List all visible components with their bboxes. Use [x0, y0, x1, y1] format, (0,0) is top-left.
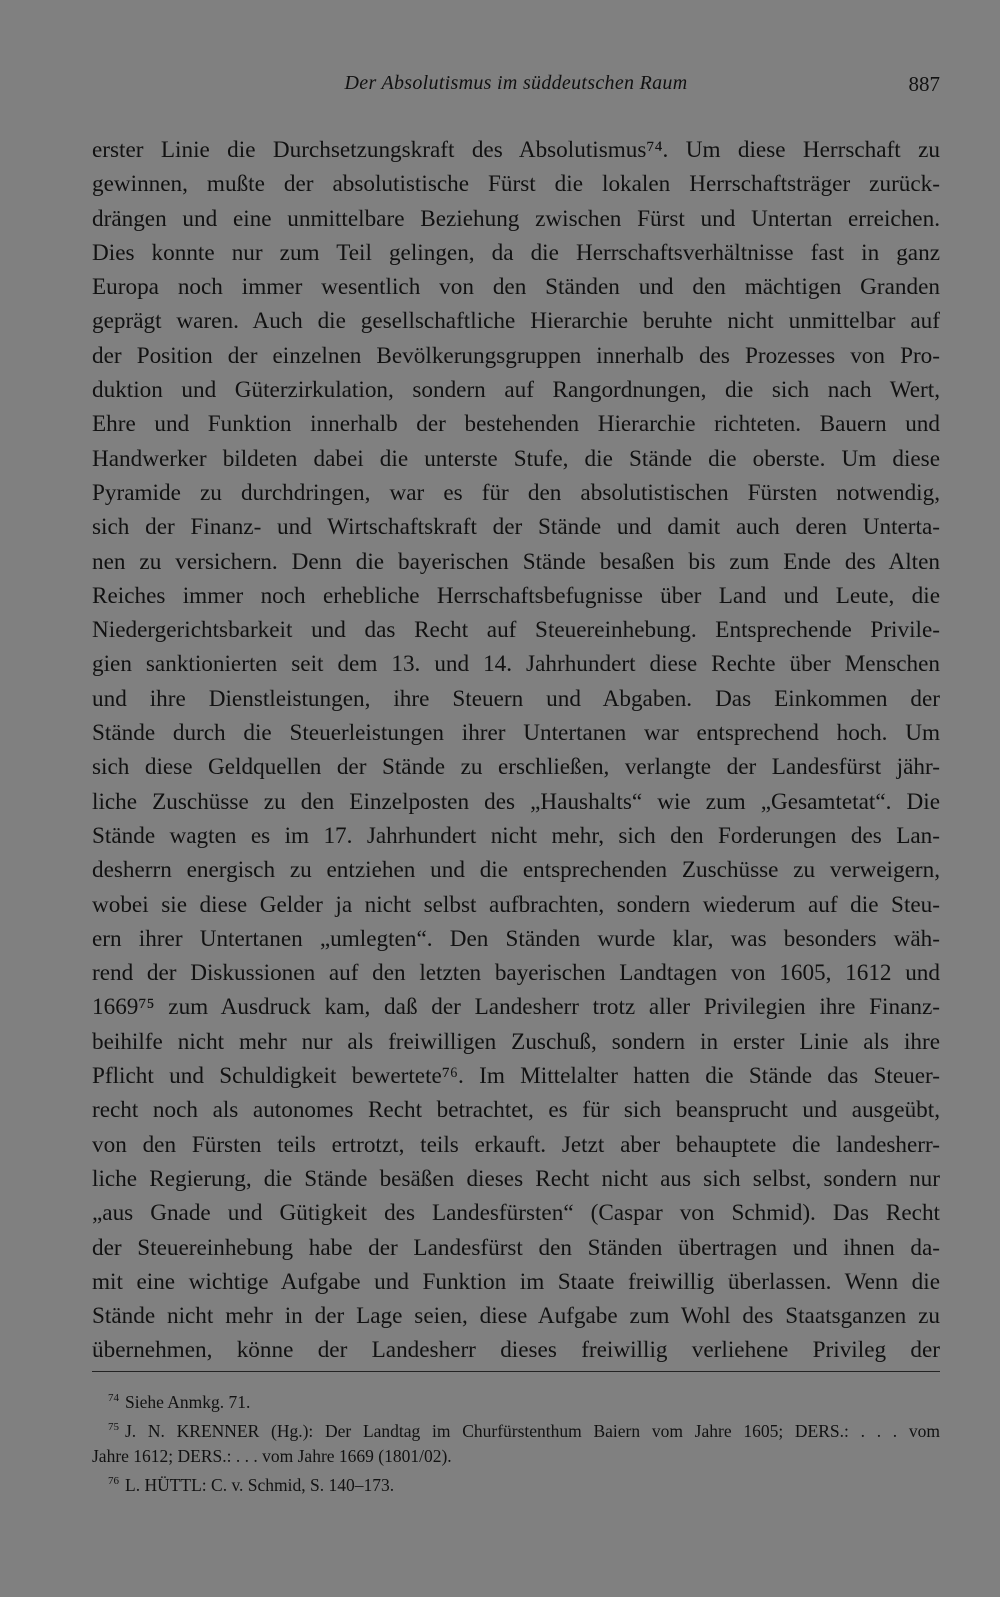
text-line: Pyramide zu durchdringen, war es für den absolutistischen Fürsten notwendig,	[92, 479, 940, 506]
text-line: Handwerker bildeten dabei die unterste Stufe, die Stände die oberste. Um diese	[92, 445, 940, 472]
footnote-74	[92, 1386, 940, 1415]
text-line: mit eine wichtige Aufgabe und Funktion im Staate freiwillig überlassen. Wenn die	[92, 1268, 940, 1295]
text-line: Stände durch die Steuerleistungen ihrer Untertanen war entsprechend hoch. Um	[92, 720, 940, 747]
text-line: liche Regierung, die Stände besäßen dieses Recht nicht aus sich selbst, sondern nur	[92, 1165, 940, 1192]
text-line: gewinnen, mußte der absolutistische Fürst die lokalen Herrschaftsträger zurück-	[92, 171, 940, 198]
footnotes	[92, 1386, 940, 1498]
text-line: erster Linie die Durchsetzungskraft des Absolutismus⁷⁴. Um diese Herrschaft zu	[92, 137, 940, 163]
body-text	[92, 133, 940, 1368]
text-line: Ehre und Funktion innerhalb der bestehenden Hierarchie richteten. Bauern und	[92, 411, 940, 438]
footnote-text: Siehe Anmkg. 71.	[125, 1392, 251, 1412]
footnote-number: 75	[108, 1421, 119, 1433]
text-line: Reiches immer noch erhebliche Herrschaftsbefugnisse über Land und Leute, die	[92, 582, 940, 609]
text-line: duktion und Güterzirkulation, sondern auf Rangordnungen, die sich nach Wert,	[92, 377, 940, 404]
text-line: Dies konnte nur zum Teil gelingen, da die Herrschaftsverhältnisse fast in ganz	[92, 239, 940, 266]
text-line: Stände nicht mehr in der Lage seien, diese Aufgabe zum Wohl des Staatsganzen zu	[92, 1303, 940, 1330]
running-title: Der Absolutismus im süddeutschen Raum	[344, 72, 688, 94]
text-line: 1669⁷⁵ zum Ausdruck kam, daß der Landesherr trotz aller Privilegien ihre Finanz-	[92, 994, 940, 1021]
footnote-75-continued: Jahre 1612; DERS.: . . . vom Jahre 1669 (1801/02).	[92, 1446, 452, 1466]
page-header	[92, 72, 940, 102]
text-line: gien sanktionierten seit dem 13. und 14. Jahrhundert diese Rechte über Menschen	[92, 651, 940, 678]
text-line: nen zu versichern. Denn die bayerischen Stände besaßen bis zum Ende des Alten	[92, 548, 940, 575]
text-line: wobei sie diese Gelder ja nicht selbst aufbrachten, sondern wiederum auf die Steu-	[92, 891, 940, 918]
footnote-number: 74	[108, 1392, 119, 1404]
text-line: desherrn energisch zu entziehen und die entsprechenden Zuschüsse zu verweigern,	[92, 857, 940, 884]
footnote-number: 76	[108, 1475, 119, 1487]
text-line: „aus Gnade und Gütigkeit des Landesfürsten“ (Caspar von Schmid). Das Recht	[92, 1200, 940, 1227]
text-line: von den Fürsten teils ertrotzt, teils erkauft. Jetzt aber behauptete die landesherr-	[92, 1131, 940, 1158]
text-line: ern ihrer Untertanen „umlegten“. Den Ständen wurde klar, was besonders wäh-	[92, 925, 940, 952]
text-line: übernehmen, könne der Landesherr dieses freiwillig verliehene Privileg der	[92, 1337, 940, 1364]
text-line: sich diese Geldquellen der Stände zu erschließen, verlangte der Landesfürst jähr-	[92, 754, 940, 781]
text-line: rend der Diskussionen auf den letzten bayerischen Landtagen von 1605, 1612 und	[92, 960, 940, 987]
text-line: und ihre Dienstleistungen, ihre Steuern und Abgaben. Das Einkommen der	[92, 685, 940, 712]
footnote-76	[92, 1469, 940, 1498]
page-number: 887	[908, 72, 940, 96]
text-line: recht noch als autonomes Recht betrachtet, es für sich beansprucht und ausgeübt,	[92, 1097, 940, 1124]
footnote-text: J. N. KRENNER (Hg.): Der Landtag im Churfürstenthum Baiern vom Jahre 1605; DERS.: . . . vom	[125, 1421, 940, 1441]
text-line: Europa noch immer wesentlich von den Ständen und den mächtigen Granden	[92, 274, 940, 301]
footnote-75	[92, 1415, 940, 1444]
text-line: Pflicht und Schuldigkeit bewertete⁷⁶. Im Mittelalter hatten die Stände das Steuer-	[92, 1063, 940, 1090]
text-line: der Position der einzelnen Bevölkerungsgruppen innerhalb des Prozesses von Pro-	[92, 342, 940, 369]
text-line: drängen und eine unmittelbare Beziehung zwischen Fürst und Untertan erreichen.	[92, 205, 940, 232]
text-line: Niedergerichtsbarkeit und das Recht auf Steuereinhebung. Entsprechende Privile-	[92, 617, 940, 644]
text-line: der Steuereinhebung habe der Landesfürst den Ständen übertragen und ihnen da-	[92, 1234, 940, 1261]
text-line: Stände wagten es im 17. Jahrhundert nicht mehr, sich den Forderungen des Lan-	[92, 822, 940, 849]
text-line: beihilfe nicht mehr nur als freiwilligen Zuschuß, sondern in erster Linie als ihre	[92, 1028, 940, 1055]
footnote-divider	[92, 1371, 940, 1372]
text-line: sich der Finanz- und Wirtschaftskraft der Stände und damit auch deren Unterta-	[92, 514, 940, 541]
text-line: liche Zuschüsse zu den Einzelposten des „Haushalts“ wie zum „Gesamtetat“. Die	[92, 788, 940, 815]
footnote-text: L. HÜTTL: C. v. Schmid, S. 140–173.	[125, 1475, 395, 1495]
text-line: geprägt waren. Auch die gesellschaftliche Hierarchie beruhte nicht unmittelbar auf	[92, 308, 940, 335]
